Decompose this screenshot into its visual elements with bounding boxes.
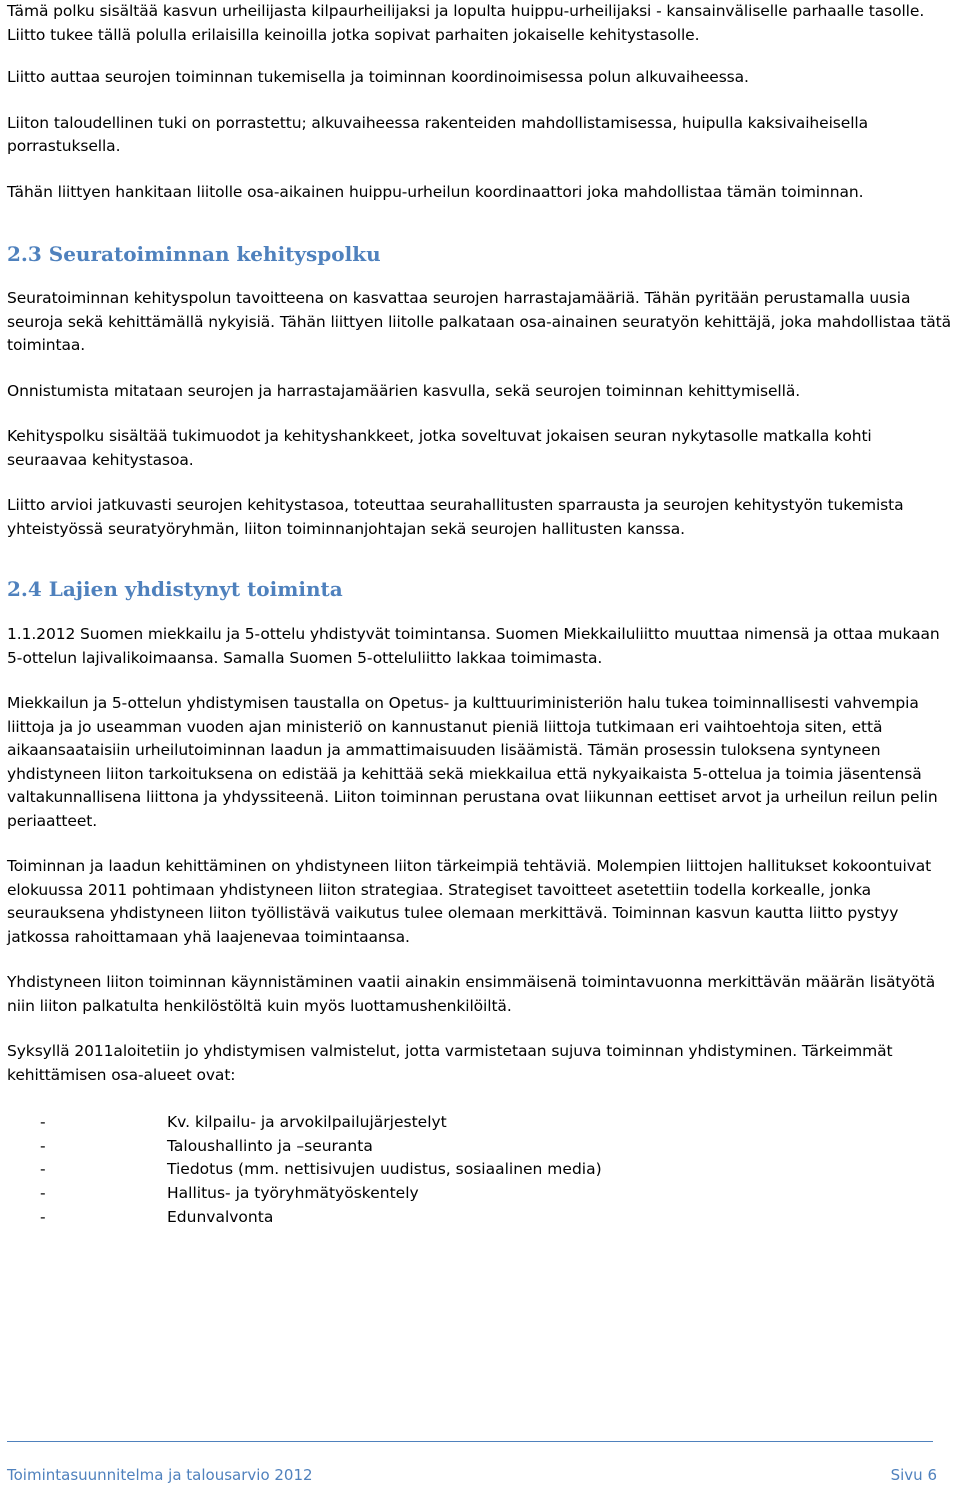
dash-bullet: - bbox=[40, 1184, 46, 1203]
dash-bullet: - bbox=[40, 1136, 46, 1155]
page-footer bbox=[7, 1466, 937, 1484]
section-2-3-paragraph-2: Onnistumista mitataan seurojen ja harrastajamäärien kasvulla, sekä seurojen toiminnan kehittymisellä. bbox=[7, 381, 801, 400]
development-areas-list bbox=[7, 1111, 953, 1230]
document-page bbox=[7, 0, 953, 1230]
list-item bbox=[7, 1135, 953, 1159]
list-item bbox=[7, 1158, 953, 1182]
section-2-4-paragraph-2: Miekkailun ja 5-ottelun yhdistymisen taustalla on Opetus- ja kulttuuriministeriön halu tukea toiminnallisesti vahvempia liittoja ja jo useamman vuoden ajan ministeriö on kannustanut pieniä liittoja tutkimaan eri vaihtoehtoja siten, että aikaansaataisiin urheilutoiminnan laadun ja ammattimaisuuden lisäämistä. Tämän prosessin tuloksena syntyneen yhdistyneen liiton tarkoituksena on edistää ja kehittää sekä miekkailua että nykyaikaista 5-ottelua ja toimia jäsentensä valtakunnallisena liittona ja yhdyssiteenä. Liiton toiminnan perustana ovat liikunnan eettiset arvot ja urheilun reilun pelin periaatteet. bbox=[7, 694, 938, 830]
section-2-4-paragraph-5: Syksyllä 2011aloitetiin jo yhdistymisen valmistelut, jotta varmistetaan sujuva toiminnan yhdistyminen. Tärkeimmät kehittämisen osa-alueet ovat: bbox=[7, 1042, 893, 1084]
paragraph-intro-4: Tähän liittyen hankitaan liitolle osa-aikainen huippu-urheilun koordinaattori joka mahdollistaa tämän toiminnan. bbox=[7, 182, 864, 201]
list-item bbox=[7, 1111, 953, 1135]
list-item-text: Kv. kilpailu- ja arvokilpailujärjestelyt bbox=[167, 1113, 447, 1131]
footer-divider bbox=[7, 1441, 933, 1442]
dash-bullet: - bbox=[40, 1160, 46, 1179]
section-heading-2-4: 2.4 Lajien yhdistynyt toiminta bbox=[7, 577, 343, 601]
list-item-text: Edunvalvonta bbox=[167, 1207, 274, 1226]
section-heading-2-3: 2.3 Seuratoiminnan kehityspolku bbox=[7, 242, 381, 266]
list-item-text: Tiedotus (mm. nettisivujen uudistus, sosiaalinen media) bbox=[167, 1160, 602, 1179]
section-2-4-paragraph-3: Toiminnan ja laadun kehittäminen on yhdistyneen liiton tärkeimpiä tehtäviä. Molempien liittojen hallitukset kokoontuivat elokuussa 2011 pohtimaan yhdistyneen liiton strategiaa. Strategiset tavoitteet asetettiin todella korkealle, jonka seurauksena yhdistyneen liiton työllistävä vaikutus tulee olemaan merkittävä. Toiminnan kasvun kautta liitto pystyy jatkossa rahoittamaan yhä laajenevaa toimintaansa. bbox=[7, 857, 932, 946]
paragraph-intro-1: Tämä polku sisältää kasvun urheilijasta kilpaurheilijaksi ja lopulta huippu-urheilijaksi - kansainväliselle parhaalle tasolle. Liitto tukee tällä polulla erilaisilla keinoilla jotka sopivat parhaiten jokaiselle kehitystasolle. bbox=[7, 2, 925, 44]
section-2-3-paragraph-1: Seuratoiminnan kehityspolun tavoitteena on kasvattaa seurojen harrastajamääriä. Tähän pyritään perustamalla uusia seuroja sekä kehittämällä nykyisiä. Tähän liittyen liitolle palkataan osa-ainainen seuratyön kehittäjä, joka mahdollistaa tätä toimintaa. bbox=[7, 289, 952, 354]
section-2-4-paragraph-4: Yhdistyneen liiton toiminnan käynnistäminen vaatii ainakin ensimmäisenä toimintavuonna merkittävän määrän lisätyötä niin liiton palkatulta henkilöstöltä kuin myös luottamushenkilöiltä. bbox=[7, 973, 936, 1015]
list-item-text: Hallitus- ja työryhmätyöskentely bbox=[167, 1184, 419, 1203]
paragraph-intro-3: Liiton taloudellinen tuki on porrastettu; alkuvaiheessa rakenteiden mahdollistamisessa, huipulla kaksivaiheisella porrastuksella. bbox=[7, 113, 868, 155]
paragraph-intro-2: Liitto auttaa seurojen toiminnan tukemisella ja toiminnan koordinoimisessa polun alkuvaiheessa. bbox=[7, 68, 749, 86]
list-item bbox=[7, 1206, 953, 1230]
footer-document-title: Toimintasuunnitelma ja talousarvio 2012 bbox=[7, 1466, 313, 1484]
section-2-3-paragraph-4: Liitto arvioi jatkuvasti seurojen kehitystasoa, toteuttaa seurahallitusten sparrausta ja seurojen kehitystyön tukemista yhteistyössä seuratyöryhmän, liiton toiminnanjohtajan sekä seurojen hallitusten kanssa. bbox=[7, 496, 904, 538]
footer-page-number: Sivu 6 bbox=[890, 1466, 937, 1484]
section-2-3-paragraph-3: Kehityspolku sisältää tukimuodot ja kehityshankkeet, jotka soveltuvat jokaisen seuran nykytasolle matkalla kohti seuraavaa kehitystasoa. bbox=[7, 427, 872, 469]
list-item-text: Taloushallinto ja –seuranta bbox=[167, 1136, 373, 1155]
dash-bullet: - bbox=[40, 1207, 46, 1226]
section-2-4-paragraph-1: 1.1.2012 Suomen miekkailu ja 5-ottelu yhdistyvät toimintansa. Suomen Miekkailuliitto muuttaa nimensä ja ottaa mukaan 5-ottelun lajivalikoimaansa. Samalla Suomen 5-otteluliitto lakkaa toimimasta. bbox=[7, 625, 940, 667]
list-item bbox=[7, 1182, 953, 1206]
dash-bullet: - bbox=[40, 1113, 46, 1131]
